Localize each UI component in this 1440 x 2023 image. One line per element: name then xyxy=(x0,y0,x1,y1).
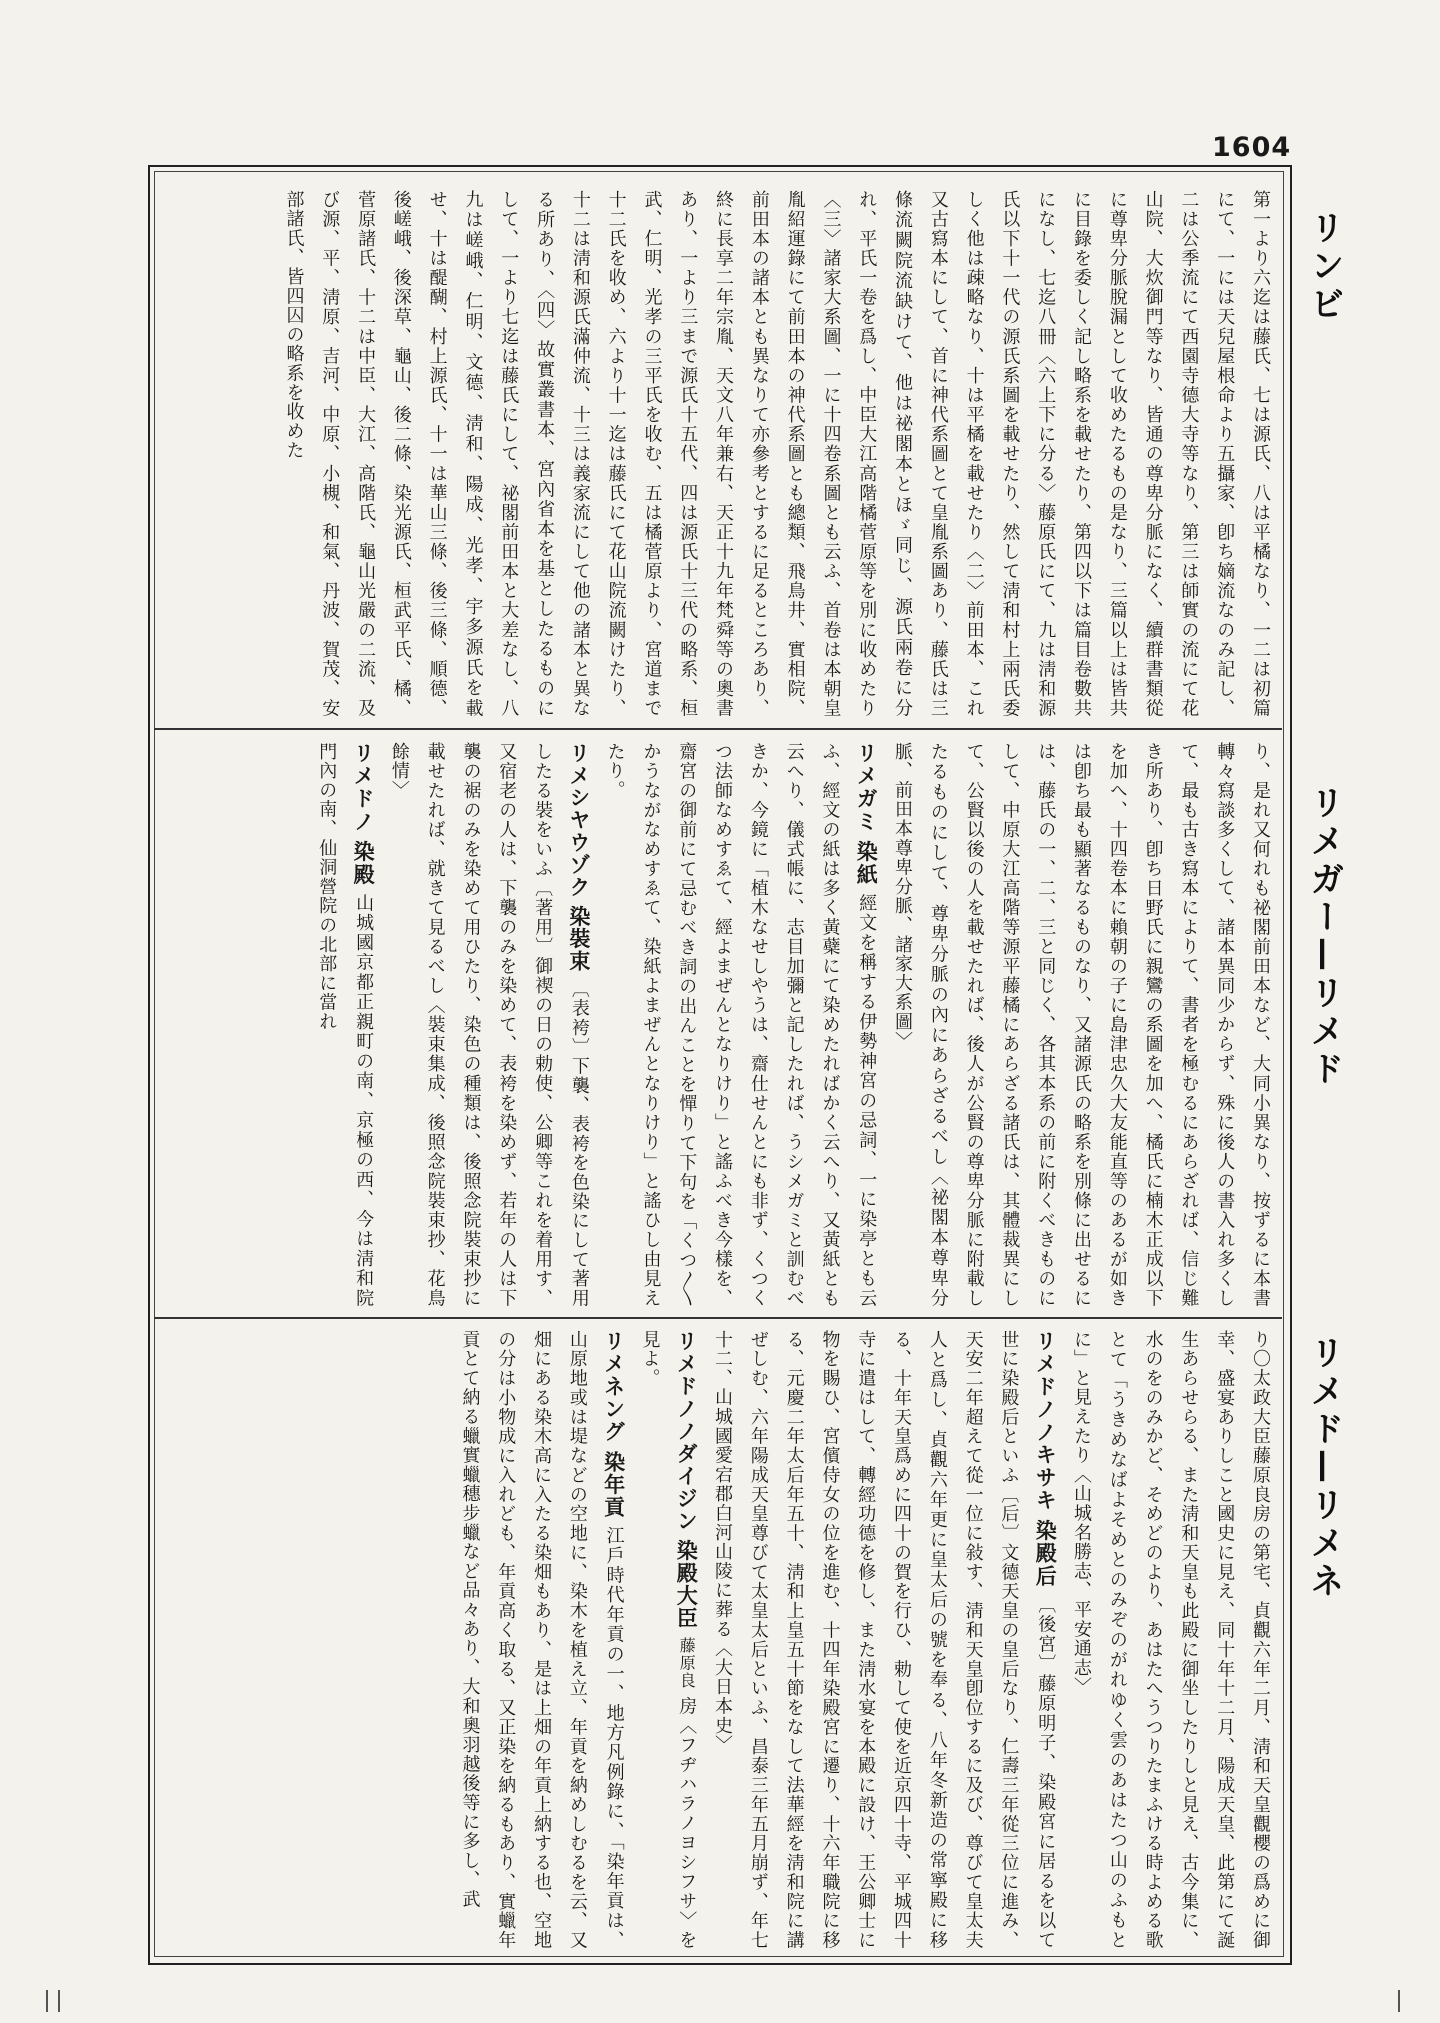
entry-somenengu-term: 染年貢 xyxy=(601,1450,626,1519)
entry-somenengu-body: 江戶時代年貢の一、地方凡例錄に、「染年貢は、山原地或は堤などの空地に、染木を植え立、年貢を納めしむるを云、又畑にある染木高に入たる染畑もあり、是は上畑の年貢上納する也、空地の分は小物成に入れども、年貢高く取る、又正染を納るもあり、實蠟年貢とて納る蠟實蠟穗步蠟など品々あり、大和奧羽越後等に多し、武 xyxy=(459,1330,625,1950)
lower-intro: り〇太政大臣藤原良房の第宅、貞觀六年二月、淸和天皇觀櫻の爲めに御幸、盛宴ありしこと國史に見え、同十年十二月、陽成天皇、此第にて誕生あらせらる、また淸和天皇も此殿に御坐したりしと見え、古今集に、水のをのみかど、そめどのより、あはたへうつりたまふける時よめる歌とて「うきめなばよそめとのみぞのがれゆく雲のあはたつ山のふもとに」と見えたり〈山城名勝志、平安通志〉 xyxy=(1071,1330,1271,1950)
running-header-left: リメド—リメネ xyxy=(1304,1335,1344,1601)
middle-text-block xyxy=(160,742,1278,1308)
entry-somedononodaijin xyxy=(632,1330,705,1950)
scan-edge-marks xyxy=(0,1990,1440,2012)
entry-somedononodaijin-heading: リメドノノダイジン xyxy=(674,1330,699,1533)
running-header-right: リンビ xyxy=(1304,210,1344,324)
entry-someshouzoku-heading: リメシヤウゾク xyxy=(566,742,591,899)
entry-somedononokisaki xyxy=(704,1330,1063,1950)
entry-somedononodaijin-author: 藤原良 xyxy=(677,1636,697,1690)
entry-somedononokisaki-heading: リメドノノキサキ xyxy=(1033,1330,1058,1512)
divider-lower xyxy=(154,1317,1282,1319)
upper-paragraph: 第一より六迄は藤氏、七は源氏、八は平橘なり、一二は初篇にて、一には天兒屋根命より五攝家、卽ち嫡流なのみ記し、二は公季流にて西園寺德大寺等なり、第三は師實の流にて花山院、大炊御門等なり、皆通の尊卑分脈になく、續群書類從に尊卑分脈脫漏として收めたるもの是なり、三篇以上は皆共に目錄を委しく記し略系を載せたり、第四以下は篇目卷數共になし、七迄八冊〈六上下に分る〉藤原氏にて、九は淸和源氏以下十一代の源氏系圖を載せたり、然して淸和村上兩氏委しく他は疎略なり、十は平橘を載せたり〈二〉前田本、これ又古寫本にして、首に神代系圖とて皇胤系圖あり、藤氏は三條流闕院流缺けて、他は祕閣本とほゞ同じ、源氏兩卷に分れ、平氏一卷を爲し、中臣大江高階橘菅原等を別に收めたり〈三〉諸家大系圖、一に十四卷系圖とも云ふ、首卷は本朝皇胤紹運錄にて前田本の神代系圖とも總類、飛鳥井、實相院、前田本の諸本とも異なりて亦參考とするに足るところあり、終に長享二年宗胤、天文八年兼右、天正十九年梵舜等の奧書あり、一より三まで源氏十五代、四は源氏十三代の略系、桓武、仁明、光孝の三平氏を收む、五は橘菅原より、宮道まで十二氏を收め、六より十一迄は藤氏にて花山院流闕けたり、十二は淸和源氏滿仲流、十三は義家流にして他の諸本と異なる所あり、〈四〉故實叢書本、宮內省本を基としたるものにして、一より七迄は藤氏にして、祕閣前田本と大差なし、八九は嵯峨、仁明、文德、淸和、陽成、光孝、宇多源氏を載せ、十は醍醐、村上源氏、十一は華山三條、後三條、順德、後嵯峨、後深草、龜山、後二條、染光源氏、桓武平氏、橘、菅原諸氏、十二は中臣、大江、高階氏、龜山光嚴の二流、及び源、平、淸原、吉河、中原、小槻、和氣、丹波、賀茂、安部諸氏、皆四囚の略系を收めた xyxy=(283,190,1271,718)
entry-somegami-term: 染紙 xyxy=(854,840,879,887)
entry-somedononokisaki-body: 〔後宮〕藤原明子、染殿宮に居るを以て世に染殿后といふ〔后〕文德天皇の皇后なり、仁壽三年從三位に進み、天安二年超えて從一位に敍す、淸和天皇卽位するに及び、尊びて皇太夫人と爲し、貞觀六年更に皇太后の號を奉る、八年冬新造の常寧殿に移る、十年天皇爲めに四十の賀を行ひ、勅して使を近京四十寺、平城四十寺に遣はして、轉經功德を修し、また淸水宴を本殿に設け、王公卿士に物を賜ひ、宮儐侍女の位を進む、十四年染殿宮に遷り、十六年職院に移る、元慶二年太后年五十、淸和上皇五十節をなして法華經を淸和院に講ぜしむ、六年陽成天皇尊びて太皇太后といふ、昌泰三年五月崩ず、年七十二、山城國愛宕郡白河山陵に葬る〈大日本史〉 xyxy=(712,1330,1057,1950)
entry-somedononokisaki-term: 染殿后 xyxy=(1033,1519,1058,1588)
running-header-middle: リメガー—リメド xyxy=(1304,785,1344,1089)
entry-somedononodaijin-term: 染殿大臣 xyxy=(674,1539,699,1630)
lower-text-block xyxy=(160,1330,1278,1950)
entry-somedono-term: 染殿 xyxy=(351,840,376,887)
entry-somenengu-heading: リメネング xyxy=(601,1330,626,1444)
entry-somedononodaijin-body: 房〈フヂハラノヨシフサ〉を見よ。 xyxy=(639,1330,698,1950)
page-number: 1604 xyxy=(1212,132,1292,163)
entry-someshouzoku-term: 染裝束 xyxy=(566,905,591,973)
entry-somedono-body: 山城國京都正親町の南、京極の西、今は淸和院門內の南、仙洞營院の北部に當れ xyxy=(316,742,375,1308)
entry-somedono-heading: リメドノ xyxy=(351,742,376,834)
entry-someshouzoku-body: 〔表袴〕下襲、表袴を色染にして著用したる裝をいふ〔著用〕御禊の日の勅使、公卿等これを着用す、又宿老の人は、下襲のみを染めて、表袴を染めず、若年の人は下襲の裾のみを染めて用ひたり、染色の種類は、後照念院裝束抄に載せたれば、就きて見るべし〈裝束集成、後照念院裝束抄、花鳥餘情〉 xyxy=(388,742,590,1308)
middle-intro: り、是れ又何れも祕閣前田本など、大同小異なり、按ずるに本書轉々寫談多くして、諸本異同少からず、殊に後人の書入れ多くして、最も古き寫本によりて、書者を極むるにあらざれば、信じ難き所あり、卽ち日野氏に親鸞の系圖を加へ、橘氏に楠木正成以下を加へ、十四卷本に賴朝の子に島津忠久大友能直等のあるが如きは卽ち最も顯著なるものなり、又諸源氏の略系を別條に出せるには、藤氏の一、二、三と同じく、各其本系の前に附くべきものにして、中原大江高階等源平藤橘にあらざる諸氏は、其體裁異にして、公賢以後の人を載せたれば、後人が公賢の尊卑分脈に附載したるものにして、尊卑分脈の內にあらざるべし〈祕閣本尊卑分脈、前田本尊卑分脈、諸家大系圖〉 xyxy=(892,742,1271,1308)
entry-somedono xyxy=(308,742,381,1308)
upper-text-block xyxy=(160,190,1278,718)
entry-somegami xyxy=(597,742,884,1308)
divider-upper xyxy=(154,728,1282,730)
entry-somenengu xyxy=(452,1330,632,1950)
entry-someshouzoku xyxy=(381,742,597,1308)
entry-somegami-body: 經文を稱する伊勢神宮の忌詞、一に染亭とも云ふ、經文の紙は多く黃蘗にて染めたればかく云へり、又黃紙とも云へり、儀式帳に、志目加彌と記したれば、うシメガミと訓むべきか、今鏡に「植木なせしやうは、齋仕せんとにも非ず、くつくつ法師なめすゑて、經よまぜんとなりけり」と謠ふべき今樣を、齋宮の御前にて忌むべき詞の出んことを憚りて下句を「くつ〳〵かうながなめすゑて、染紙よまぜんとなりけり」と謠ひし由見えたり。 xyxy=(604,742,878,1308)
entry-somegami-heading: リメガミ xyxy=(854,742,879,834)
